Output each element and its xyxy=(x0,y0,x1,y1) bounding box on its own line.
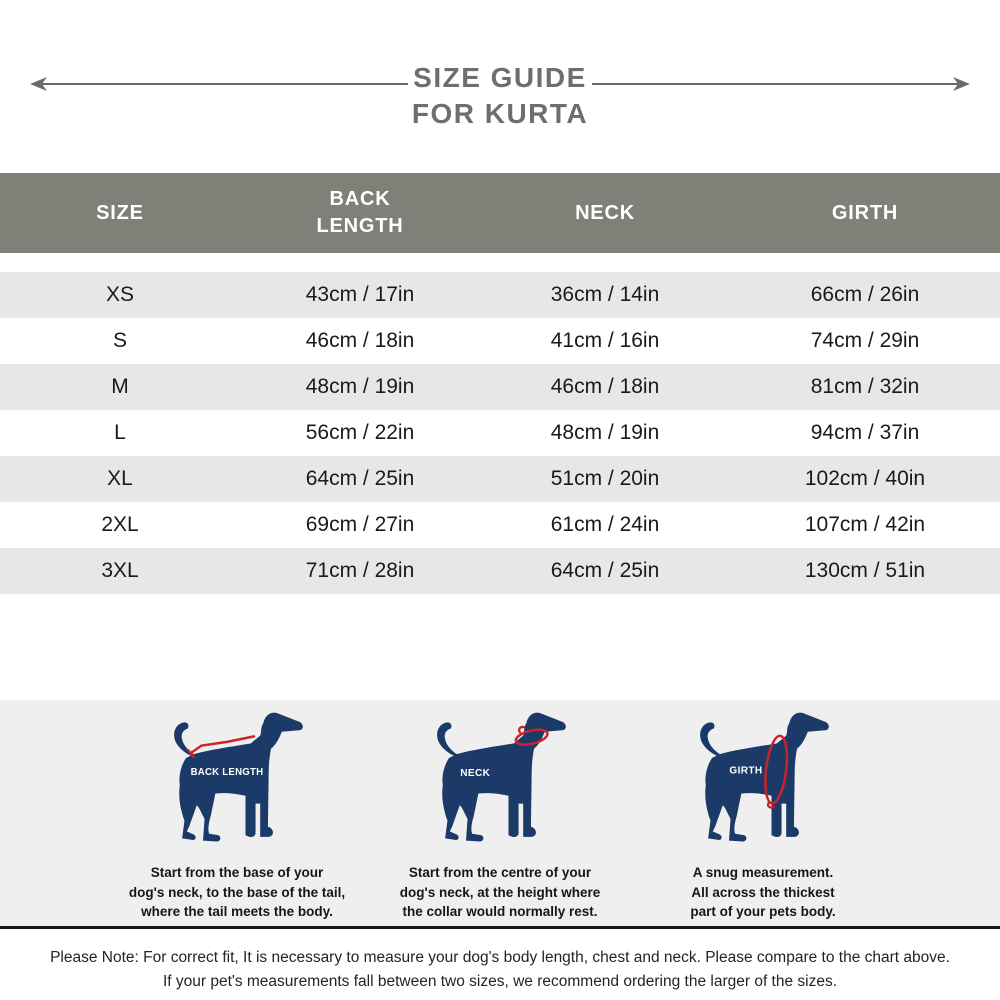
size-value: XL xyxy=(107,467,133,490)
girth-label: GIRTH xyxy=(729,765,763,777)
header-back-length: BACK LENGTH xyxy=(316,188,404,237)
back-length-value: 64cm / 25in xyxy=(305,467,415,490)
header-girth: GIRTH xyxy=(831,201,899,224)
size-table xyxy=(0,173,1000,594)
girth-value: 102cm / 40in xyxy=(804,467,926,490)
girth-value: 94cm / 37in xyxy=(810,421,920,444)
page-title xyxy=(0,60,1000,132)
table-row xyxy=(0,364,1000,410)
size-value: M xyxy=(111,375,129,398)
table-row xyxy=(0,502,1000,548)
size-value: L xyxy=(114,421,126,444)
back-length-value: 69cm / 27in xyxy=(305,513,415,536)
footer-note xyxy=(0,946,1000,994)
size-value: XS xyxy=(105,283,134,306)
girth-dog-icon xyxy=(678,706,848,861)
note-line-2: If your pet's measurements fall between two sizes, we recommend ordering the larger of the sizes. xyxy=(162,973,838,990)
girth-caption: A snug measurement. All across the thickest part of your pets body. xyxy=(690,865,836,920)
header-size: SIZE xyxy=(96,201,144,224)
back-length-guide xyxy=(106,700,369,927)
girth-value: 66cm / 26in xyxy=(810,283,920,306)
back-length-value: 43cm / 17in xyxy=(305,283,415,306)
back-length-value: 71cm / 28in xyxy=(305,559,415,582)
neck-value: 41cm / 16in xyxy=(550,329,660,352)
neck-value: 46cm / 18in xyxy=(550,375,660,398)
table-header-row xyxy=(0,173,1000,253)
size-value: 2XL xyxy=(101,513,139,536)
back-length-value: 48cm / 19in xyxy=(305,375,415,398)
table-row xyxy=(0,272,1000,318)
girth-guide xyxy=(632,700,895,927)
back-length-value: 56cm / 22in xyxy=(305,421,415,444)
title-line-1: SIZE GUIDE xyxy=(413,62,587,93)
neck-caption: Start from the centre of your dog's neck, at the height where the collar would normally rest. xyxy=(399,865,601,920)
girth-value: 74cm / 29in xyxy=(810,329,920,352)
table-row xyxy=(0,318,1000,364)
size-value: S xyxy=(112,329,127,352)
measuring-guide-section xyxy=(0,700,1000,927)
section-divider xyxy=(0,926,1000,929)
back-length-dog-icon xyxy=(152,706,322,861)
neck-guide xyxy=(369,700,632,927)
note-line-1: Please Note: For correct fit, It is necessary to measure your dog's body length, chest and neck. Please compare to the chart above. xyxy=(50,949,950,966)
girth-value: 107cm / 42in xyxy=(804,513,926,536)
neck-value: 36cm / 14in xyxy=(550,283,660,306)
neck-dog-icon xyxy=(415,706,585,861)
size-value: 3XL xyxy=(101,559,139,582)
table-row xyxy=(0,548,1000,594)
table-body xyxy=(0,272,1000,594)
header-neck: NECK xyxy=(575,201,635,224)
girth-value: 81cm / 32in xyxy=(810,375,920,398)
title-line-2: FOR KURTA xyxy=(411,98,589,129)
back-length-label: BACK LENGTH xyxy=(190,767,264,778)
girth-value: 130cm / 51in xyxy=(804,559,926,582)
back-length-value: 46cm / 18in xyxy=(305,329,415,352)
neck-label: NECK xyxy=(460,767,491,779)
back-length-caption: Start from the base of your dog's neck, to the base of the tail, where the tail meets the body. xyxy=(128,865,346,920)
neck-value: 48cm / 19in xyxy=(550,421,660,444)
neck-value: 61cm / 24in xyxy=(550,513,660,536)
neck-value: 51cm / 20in xyxy=(550,467,660,490)
table-row xyxy=(0,410,1000,456)
table-row xyxy=(0,456,1000,502)
neck-value: 64cm / 25in xyxy=(550,559,660,582)
